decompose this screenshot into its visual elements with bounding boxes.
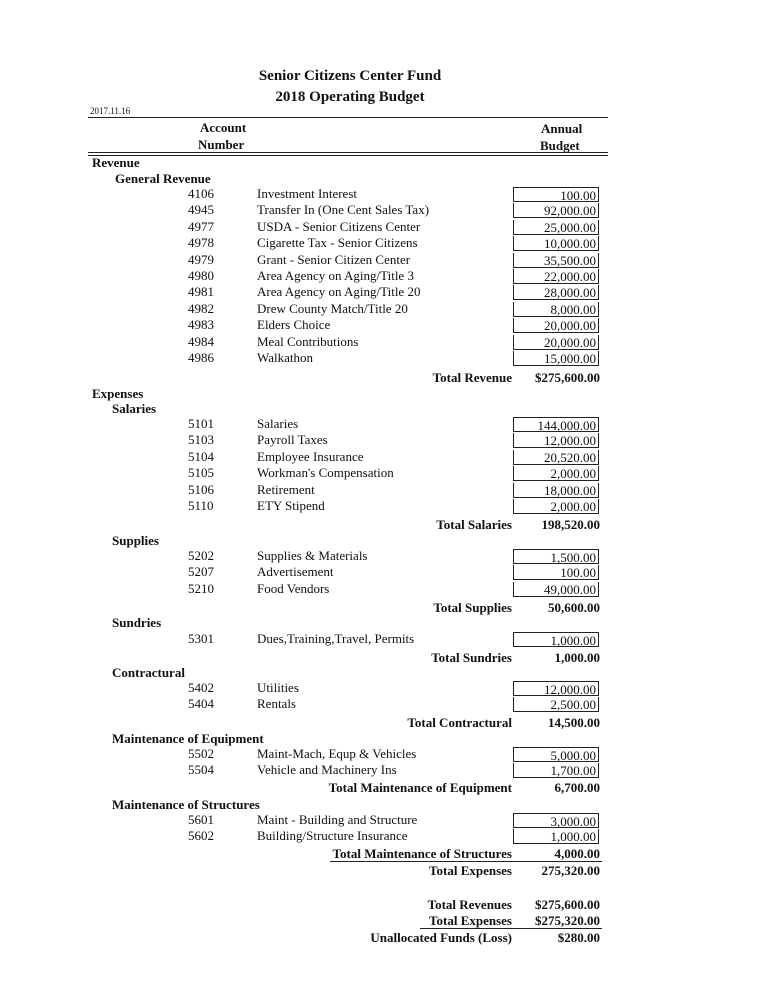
account-code: 5202	[188, 548, 214, 563]
budget-amount: 10,000.00	[513, 236, 599, 251]
account-description: USDA - Senior Citizens Center	[257, 218, 421, 234]
header-annual: Annual	[541, 121, 583, 136]
budget-amount: 2,000.00	[513, 499, 599, 514]
budget-amount: 49,000.00	[513, 582, 599, 597]
total-sundries-label: Total Sundries	[431, 650, 512, 665]
budget-amount: 1,500.00	[513, 549, 599, 564]
budget-amount: 144,000.00	[513, 417, 599, 432]
account-description: Employee Insurance	[257, 448, 364, 464]
account-description: Cigarette Tax - Senior Citizens	[257, 235, 418, 251]
document-date: 2017.11.16	[90, 106, 131, 116]
total-maint-equipment-label: Total Maintenance of Equipment	[328, 780, 512, 795]
budget-amount: 2,000.00	[513, 466, 599, 481]
summary-revenues-value: $275,600.00	[535, 897, 600, 912]
account-code: 5210	[188, 580, 214, 596]
contractual-heading: Contractural	[112, 665, 185, 680]
total-contractual-label: Total Contractural	[407, 715, 512, 730]
total-revenue-value: $275,600.00	[535, 370, 600, 385]
budget-amount: 5,000.00	[513, 747, 599, 762]
account-code: 5601	[188, 812, 214, 827]
account-description: Investment Interest	[257, 186, 357, 201]
header-budget: Budget	[540, 138, 580, 153]
summary-rule	[420, 928, 602, 929]
account-code: 5110	[188, 498, 214, 513]
budget-amount: 1,000.00	[513, 632, 599, 647]
budget-amount: 20,000.00	[513, 335, 599, 350]
account-code: 4981	[188, 284, 214, 300]
account-description: Salaries	[257, 416, 299, 431]
account-code: 4977	[188, 218, 214, 234]
budget-amount: 12,000.00	[513, 681, 599, 696]
supplies-heading: Supplies	[112, 533, 159, 548]
total-revenue-label: Total Revenue	[432, 370, 512, 385]
account-code: 5502	[188, 746, 214, 761]
summary-revenues-label: Total Revenues	[427, 897, 512, 912]
total-maint-structures-value: 4,000.00	[554, 846, 600, 861]
budget-amount: 22,000.00	[513, 269, 599, 284]
account-code: 5104	[188, 448, 214, 464]
budget-amount: 28,000.00	[513, 285, 599, 300]
maint-equipment-heading: Maintenance of Equipment	[112, 731, 264, 746]
header-rule-2	[88, 155, 608, 156]
budget-amount: 35,500.00	[513, 253, 599, 268]
document-title: Senior Citizens Center Fund	[258, 68, 442, 84]
account-description: Elders Choice	[257, 317, 331, 333]
sundries-heading: Sundries	[112, 615, 162, 630]
account-description: Vehicle and Machinery Ins	[257, 762, 397, 778]
unallocated-label: Unallocated Funds (Loss)	[370, 930, 512, 945]
total-supplies-value: 50,600.00	[548, 600, 600, 615]
account-code: 4978	[188, 235, 214, 251]
account-code: 4982	[188, 300, 214, 316]
account-description: Building/Structure Insurance	[257, 828, 408, 844]
account-description: Rentals	[257, 696, 296, 712]
total-expenses-value: 275,320.00	[541, 863, 600, 878]
account-code: 4979	[188, 251, 214, 267]
top-rule	[88, 117, 608, 118]
budget-amount: 18,000.00	[513, 483, 599, 498]
total-salaries-label: Total Salaries	[436, 517, 512, 532]
account-description: Advertisement	[257, 564, 334, 580]
budget-amount: 15,000.00	[513, 351, 599, 366]
total-maint-structures-label: Total Maintenance of Structures	[332, 846, 512, 861]
total-maint-equipment-value: 6,700.00	[554, 780, 600, 795]
account-code: 5404	[188, 696, 214, 712]
account-description: Supplies & Materials	[257, 548, 368, 563]
total-sundries-value: 1,000.00	[554, 650, 600, 665]
budget-amount: 100.00	[513, 187, 599, 202]
account-description: Dues,Training,Travel, Permits	[257, 631, 415, 646]
maint-structures-heading: Maintenance of Structures	[112, 797, 260, 812]
account-description: Maint - Building and Structure	[257, 812, 418, 827]
account-description: Utilities	[257, 680, 299, 695]
account-code: 5402	[188, 680, 214, 695]
account-description: Maint-Mach, Equp & Vehicles	[257, 746, 417, 761]
budget-amount: 92,000.00	[513, 203, 599, 218]
budget-amount: 1,000.00	[513, 829, 599, 844]
account-description: Grant - Senior Citizen Center	[257, 251, 411, 267]
budget-amount: 100.00	[513, 565, 599, 580]
header-rule-1	[88, 152, 608, 153]
account-description: Transfer In (One Cent Sales Tax)	[257, 202, 430, 218]
budget-amount: 20,000.00	[513, 318, 599, 333]
budget-amount: 1,700.00	[513, 763, 599, 778]
account-code: 4980	[188, 268, 214, 283]
account-code: 5103	[188, 432, 214, 448]
account-description: Food Vendors	[257, 580, 330, 596]
total-expenses-label: Total Expenses	[429, 863, 512, 878]
account-code: 4106	[188, 186, 214, 201]
structures-total-rule	[330, 861, 602, 862]
revenue-heading: Revenue	[92, 155, 140, 170]
summary-expenses-label: Total Expenses	[429, 913, 512, 928]
total-supplies-label: Total Supplies	[433, 600, 512, 615]
account-code: 4984	[188, 333, 214, 349]
account-code: 4986	[188, 350, 214, 365]
account-code: 5106	[188, 481, 214, 497]
account-code: 4983	[188, 317, 214, 333]
account-code: 5301	[188, 631, 214, 646]
budget-amount: 25,000.00	[513, 220, 599, 235]
document-subtitle: 2018 Operating Budget	[275, 89, 425, 105]
header-account: Account	[200, 120, 247, 135]
budget-amount: 3,000.00	[513, 813, 599, 828]
account-code: 5101	[188, 416, 214, 431]
account-description: Meal Contributions	[257, 333, 359, 349]
account-code: 4945	[188, 202, 214, 218]
unallocated-value: $280.00	[557, 930, 600, 945]
account-description: Drew County Match/Title 20	[257, 300, 408, 316]
account-code: 5504	[188, 762, 214, 778]
header-number: Number	[198, 137, 245, 152]
account-description: ETY Stipend	[257, 498, 325, 513]
total-contractual-value: 14,500.00	[548, 715, 600, 730]
budget-amount: 8,000.00	[513, 302, 599, 317]
expenses-heading: Expenses	[92, 386, 144, 401]
account-description: Payroll Taxes	[257, 432, 328, 448]
account-code: 5207	[188, 564, 214, 580]
account-description: Retirement	[257, 481, 315, 497]
account-description: Walkathon	[257, 350, 313, 365]
salaries-heading: Salaries	[112, 401, 157, 416]
summary-expenses-value: $275,320.00	[535, 913, 600, 928]
account-code: 5105	[188, 465, 214, 481]
budget-amount: 20,520.00	[513, 450, 599, 465]
account-description: Area Agency on Aging/Title 20	[257, 284, 421, 300]
budget-amount: 12,000.00	[513, 433, 599, 448]
account-code: 5602	[188, 828, 214, 844]
account-description: Workman's Compensation	[257, 465, 394, 481]
budget-amount: 2,500.00	[513, 697, 599, 712]
account-description: Area Agency on Aging/Title 3	[257, 268, 414, 283]
general-revenue-heading: General Revenue	[115, 171, 211, 186]
total-salaries-value: 198,520.00	[541, 517, 600, 532]
